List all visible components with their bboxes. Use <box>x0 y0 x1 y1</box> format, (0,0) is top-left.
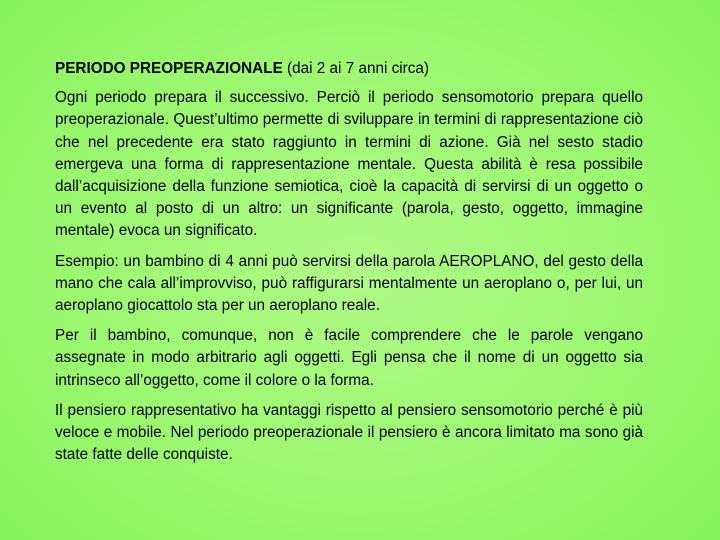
paragraph-intro: Ogni periodo prepara il successivo. Perciò il periodo sensomotorio prepara quello preoperazionale. Quest’ultimo permette di sviluppare in termini di rappresentazione ciò che nel precedente era stato raggiunto in termini di azione. Già nel sesto stadio emergeva una forma di rappresentazione mentale. Questa abilità è resa possibile dall’acquisizione della funzione semiotica, cioè la capacità di servirsi di un oggetto o un evento al posto di un altro: un significante (parola, gesto, oggetto, immagine mentale) evoca un significato. <box>55 89 643 240</box>
slide-content <box>55 58 643 474</box>
slide-heading <box>55 58 643 80</box>
paragraph-example: Esempio: un bambino di 4 anni può servirsi della parola AEROPLANO, del gesto della mano che cala all’improvviso, può raffigurarsi mentalmente un aeroplano o, per lui, un aeroplano giocattolo sta per un aeroplano reale. <box>55 252 643 315</box>
heading-title: PERIODO PREOPERAZIONALE <box>55 60 283 77</box>
heading-subtitle: (dai 2 ai 7 anni circa) <box>287 60 430 77</box>
paragraph-arbitrary-words: Per il bambino, comunque, non è facile comprendere che le parole vengano assegnate in modo arbitrario agli oggetti. Egli pensa che il nome di un oggetto sia intrinseco all’oggetto, come il colore o la forma. <box>55 327 643 389</box>
paragraph-representative-thought: Il pensiero rappresentativo ha vantaggi rispetto al pensiero sensomotorio perché è più veloce e mobile. Nel periodo preoperazionale il pensiero è ancora limitato ma sono già state fatte delle conquiste. <box>55 401 643 464</box>
